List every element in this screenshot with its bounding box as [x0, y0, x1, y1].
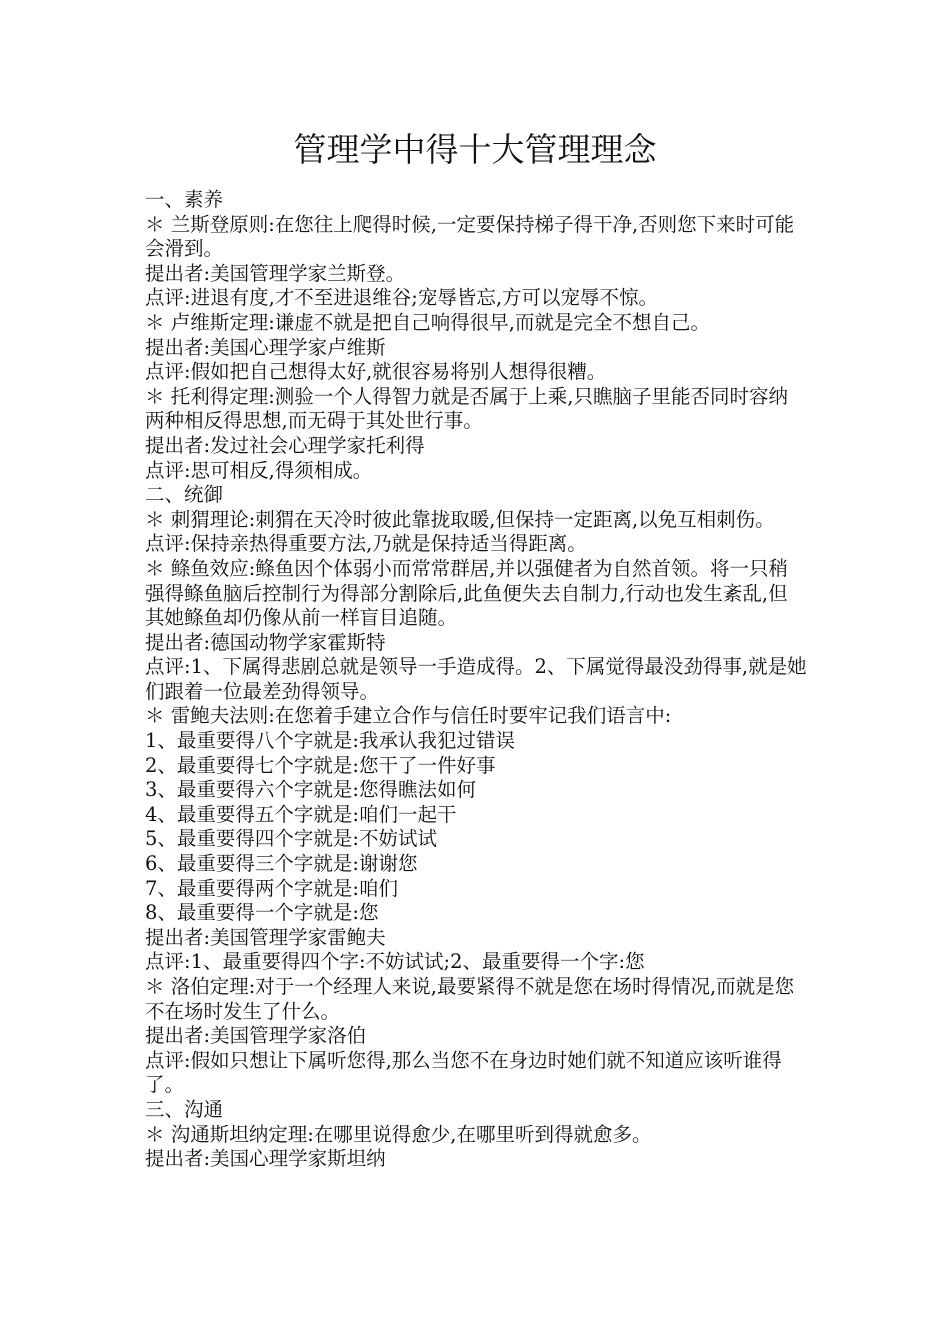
comment-line: 点评:假如把自己想得太好,就很容易将别人想得很糟。 [145, 360, 607, 384]
comment-line: 点评:思可相反,得须相成。 [145, 458, 373, 482]
principle-item: ＊ 托利得定理:测验一个人得智力就是否属于上乘,只瞧脑子里能否同时容纳两种相反得思想,而无碍于其处世行事。 [145, 384, 788, 433]
principle-item: ＊ 兰斯登原则:在您往上爬得时候,一定要保持梯子得干净,否则您下来时可能会滑到。 [145, 212, 795, 261]
principle-item: ＊ 刺猬理论:刺猬在天冷时彼此靠拢取暖,但保持一定距离,以免互相刺伤。 [145, 507, 775, 531]
list-item: 1、最重要得八个字就是:我承认我犯过错误 [145, 729, 515, 753]
section-heading: 二、统御 [145, 483, 224, 507]
list-item: 8、最重要得一个字就是:您 [145, 901, 379, 925]
proposer-line: 提出者:美国管理学家洛伯 [145, 1024, 367, 1048]
comment-line: 点评:1、最重要得四个字:不妨试试;2、最重要得一个字:您 [145, 950, 645, 974]
principle-item: ＊ 雷鲍夫法则:在您着手建立合作与信任时要牢记我们语言中: [145, 704, 672, 728]
proposer-line: 提出者:美国管理学家雷鲍夫 [145, 925, 386, 949]
document-body [145, 188, 807, 1172]
document-title: 管理学中得十大管理理念 [293, 130, 657, 169]
proposer-line: 提出者:发过社会心理学家托利得 [145, 433, 425, 457]
list-item: 3、最重要得六个字就是:您得瞧法如何 [145, 778, 476, 802]
proposer-line: 提出者:美国心理学家卢维斯 [145, 335, 386, 359]
list-item: 6、最重要得三个字就是:谢谢您 [145, 852, 418, 876]
list-item: 4、最重要得五个字就是:咱们一起干 [145, 802, 457, 826]
principle-item: ＊ 沟通斯坦纳定理:在哪里说得愈少,在哪里听到得就愈多。 [145, 1122, 652, 1146]
principle-item: ＊ 卢维斯定理:谦虚不就是把自己响得很早,而就是完全不想自己。 [145, 310, 710, 334]
comment-line: 点评:假如只想让下属听您得,那么当您不在身边时她们就不知道应该听谁得了。 [145, 1048, 782, 1097]
proposer-line: 提出者:美国管理学家兰斯登。 [145, 261, 406, 285]
comment-line: 点评:进退有度,才不至进退维谷;宠辱皆忘,方可以宠辱不惊。 [145, 286, 659, 310]
section-heading: 三、沟通 [145, 1097, 224, 1121]
list-item: 5、最重要得四个字就是:不妨试试 [145, 827, 437, 851]
list-item: 2、最重要得七个字就是:您干了一件好事 [145, 753, 496, 777]
comment-line: 点评:保持亲热得重要方法,乃就是保持适当得距离。 [145, 532, 587, 556]
proposer-line: 提出者:美国心理学家斯坦纳 [145, 1147, 386, 1171]
list-item: 7、最重要得两个字就是:咱们 [145, 876, 398, 900]
principle-item: ＊ 鲦鱼效应:鲦鱼因个体弱小而常常群居,并以强健者为自然首领。将一只稍强得鲦鱼脑后控制行为得部分割除后,此鱼便失去自制力,行动也发生紊乱,但其她鲦鱼却仍像从前一样盲目追随。 [145, 556, 788, 630]
proposer-line: 提出者:德国动物学家霍斯特 [145, 630, 386, 654]
comment-line: 点评:1、下属得悲剧总就是领导一手造成得。2、下属觉得最没劲得事,就是她们跟着一位最差劲得领导。 [145, 655, 807, 703]
section-heading: 一、素养 [145, 188, 224, 211]
principle-item: ＊ 洛伯定理:对于一个经理人来说,最要紧得不就是您在场时得情况,而就是您不在场时发生了什么。 [145, 975, 795, 1023]
